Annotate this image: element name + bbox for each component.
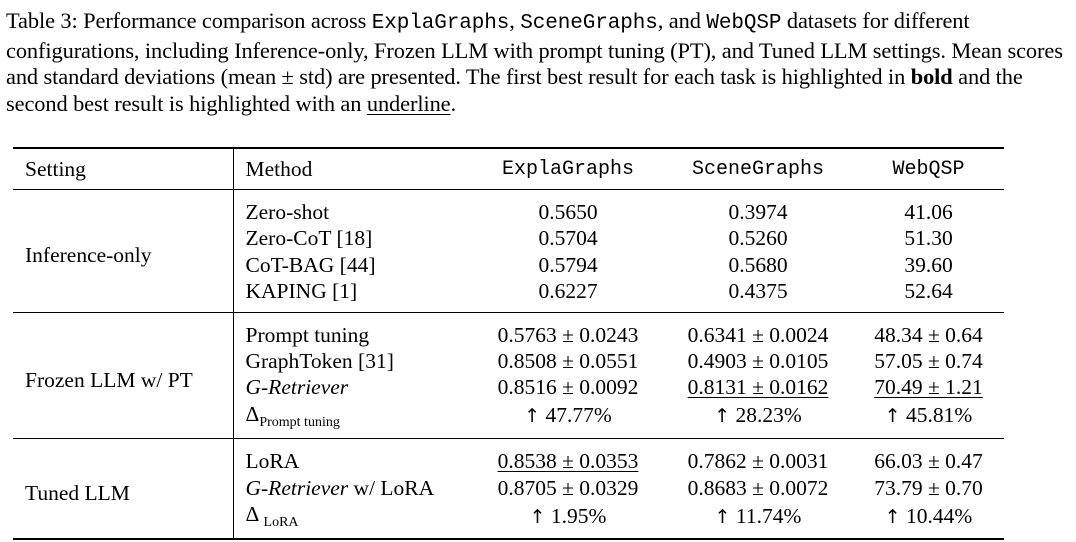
setting-tuned-llm: Tuned LLM: [25, 481, 130, 506]
second-best-result: 70.49 ± 1.21: [874, 375, 983, 400]
setting-inference-only: Inference-only: [25, 243, 152, 268]
score-cell: 39.60: [904, 252, 953, 277]
dataset-name-scenegraphs: SceneGraphs: [520, 12, 658, 35]
arrow-up-icon: ↑: [529, 505, 546, 528]
delta-symbol: Δ: [245, 502, 259, 527]
score-cell: 0.5704: [538, 226, 598, 251]
arrow-up-icon: ↑: [714, 505, 731, 528]
score-cell: 0.4903 ± 0.0105: [687, 349, 829, 374]
header-webqsp: WebQSP: [892, 158, 965, 182]
delta-label: [233, 501, 473, 539]
best-result: 0.8705 ± 0.0329: [497, 475, 639, 500]
dataset-name-explagraphs: ExplaGraphs: [371, 12, 510, 35]
header-method: Method: [233, 148, 473, 190]
score-cell: [473, 439, 663, 475]
header-explagraphs: ExplaGraphs: [501, 158, 635, 182]
setting-frozen-llm-pt: Frozen LLM w/ PT: [25, 367, 193, 392]
delta-subscript: Prompt tuning: [259, 414, 340, 430]
method-cell: Prompt tuning: [233, 312, 473, 348]
score-cell: 0.4375: [728, 279, 788, 304]
method-cell: G-Retriever: [233, 374, 473, 400]
method-cell: G-Retriever w/ LoRA: [233, 475, 473, 501]
score-cell: 0.6227: [538, 279, 598, 304]
score-cell: 0.3974: [728, 200, 788, 224]
method-cell: Zero-CoT [18]: [233, 225, 473, 251]
delta-cell: ↑ 28.23%: [714, 403, 802, 428]
score-cell: 0.8508 ± 0.0551: [497, 349, 639, 374]
caption-bold-word: bold: [910, 64, 953, 89]
arrow-up-icon: ↑: [714, 405, 731, 428]
score-cell: 0.5794: [538, 252, 598, 277]
delta-symbol: Δ: [245, 401, 260, 426]
dataset-name-webqsp: WebQSP: [706, 12, 782, 35]
score-cell: 48.34 ± 0.64: [874, 322, 983, 347]
score-cell: 0.7862 ± 0.0031: [687, 449, 829, 474]
score-cell: 66.03 ± 0.47: [874, 449, 983, 474]
delta-cell: ↑ 47.77%: [524, 403, 612, 428]
score-cell: 52.64: [904, 279, 953, 304]
method-cell: LoRA: [233, 439, 473, 475]
score-cell: 0.6341 ± 0.0024: [687, 322, 829, 347]
method-cell: Zero-shot: [233, 190, 473, 226]
header-setting: Setting: [25, 156, 86, 181]
delta-label: [233, 401, 473, 439]
score-cell: 41.06: [904, 200, 953, 224]
score-cell: 57.05 ± 0.74: [874, 349, 983, 374]
arrow-up-icon: ↑: [884, 505, 901, 528]
table-row: [13, 439, 1004, 475]
table-row: [13, 190, 1004, 226]
score-cell: 0.5680: [728, 252, 788, 277]
score-cell: [473, 374, 663, 400]
method-cell: GraphToken [31]: [233, 348, 473, 374]
score-cell: 0.5260: [728, 226, 788, 251]
table-caption: Table 3: Performance comparison across ExplaGraphs, SceneGraphs, and WebQSP datasets for different configurations, including Inference-only, Frozen LLM with prompt tuning (PT), and Tuned LLM settings. Mean scores and standard deviations (mean ± std) are presented. The first best result for each task is highlighted in bold and the second best result is highlighted with an underline.: [6, 8, 1063, 116]
second-best-result: 0.8131 ± 0.0162: [687, 375, 829, 400]
method-cell: CoT-BAG [44]: [233, 252, 473, 278]
delta-cell: ↑ 11.74%: [714, 503, 802, 528]
arrow-up-icon: ↑: [884, 405, 901, 428]
header-scenegraphs: SceneGraphs: [691, 158, 825, 182]
delta-cell: ↑ 45.81%: [884, 403, 973, 428]
score-cell: 0.5650: [538, 200, 598, 224]
table-header-row: [13, 148, 1004, 190]
score-cell: 51.30: [904, 226, 953, 251]
delta-cell: ↑ 1.95%: [529, 503, 607, 528]
score-cell: [853, 374, 1004, 400]
caption-underline-word: underline: [366, 90, 451, 116]
arrow-up-icon: ↑: [524, 405, 541, 428]
table-row: [13, 312, 1004, 348]
results-table: [13, 147, 1004, 540]
delta-subscript: LoRA: [263, 515, 299, 531]
second-best-result: 0.8538 ± 0.0353: [497, 449, 639, 474]
caption-label: Table 3:: [6, 8, 78, 33]
best-result: 0.8683 ± 0.0072: [687, 475, 829, 500]
best-result: 73.79 ± 0.70: [874, 475, 983, 500]
method-cell: KAPING [1]: [233, 278, 473, 312]
score-cell: [663, 374, 853, 400]
delta-cell: ↑ 10.44%: [884, 503, 973, 528]
score-cell: 0.5763 ± 0.0243: [497, 322, 639, 347]
best-result: 0.8516 ± 0.0092: [497, 375, 639, 400]
